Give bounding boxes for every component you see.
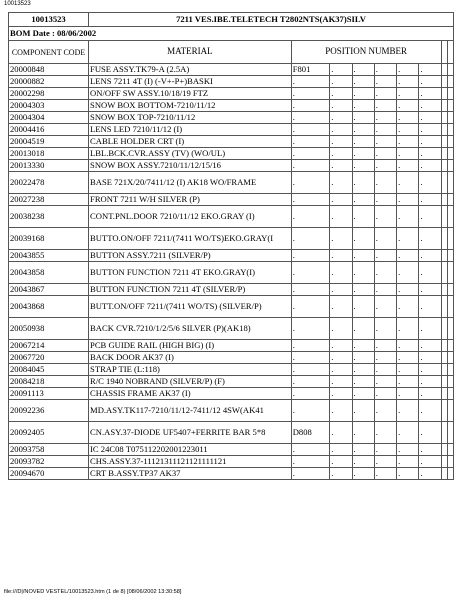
table-row (9, 136, 454, 148)
position-dot-cell: . (419, 206, 441, 228)
position-cell: . (291, 388, 330, 400)
empty-cell (447, 250, 453, 262)
position-dot-cell: . (397, 388, 419, 400)
material-cell: LENS LED 7210/11/12 (I) (89, 124, 292, 136)
page-header-id: 10013523 (4, 1, 31, 7)
position-dot-cell: . (352, 318, 374, 340)
material-cell: ON/OFF SW ASSY.10/18/19 FTZ (89, 88, 292, 100)
position-cell: . (291, 376, 330, 388)
material-cell: BACK CVR.7210/1/2/5/6 SILVER (P)(AK18) (89, 318, 292, 340)
empty-cell (447, 340, 453, 352)
position-dot-cell: . (374, 296, 396, 318)
position-cell: . (291, 318, 330, 340)
empty-cell (447, 194, 453, 206)
position-dot-cell: . (419, 296, 441, 318)
position-dot-cell: . (352, 172, 374, 194)
position-dot-cell: . (419, 88, 441, 100)
empty-cell (447, 136, 453, 148)
position-dot-cell: . (330, 388, 352, 400)
position-dot-cell: . (397, 400, 419, 422)
position-dot-cell: . (419, 364, 441, 376)
position-dot-cell: . (419, 422, 441, 444)
position-dot-cell: . (374, 112, 396, 124)
table-row (9, 250, 454, 262)
component-code-cell: 20002298 (9, 88, 89, 100)
table-row (9, 352, 454, 364)
component-code-cell: 20004304 (9, 112, 89, 124)
position-cell: . (291, 160, 330, 172)
position-cell: . (291, 228, 330, 250)
position-cell: . (291, 400, 330, 422)
position-dot-cell: . (419, 468, 441, 480)
empty-cell (447, 284, 453, 296)
material-cell: CHASSIS FRAME AK37 (I) (89, 388, 292, 400)
component-code-cell: 20091113 (9, 388, 89, 400)
empty-cell (447, 206, 453, 228)
material-cell: SNOW BOX ASSY.7210/11/12/15/16 (89, 160, 292, 172)
material-cell: BUTT.ON/OFF 7211/(7411 WO/TS) (SILVER/P) (89, 296, 292, 318)
column-header-material: MATERIAL (89, 41, 292, 64)
position-dot-cell: . (330, 364, 352, 376)
empty-cell (447, 88, 453, 100)
position-dot-cell: . (374, 136, 396, 148)
table-row (9, 172, 454, 194)
position-dot-cell: . (374, 64, 396, 76)
component-code-cell: 20043868 (9, 296, 89, 318)
table-row (9, 340, 454, 352)
material-cell: BASE 721X/20/7411/12 (I) AK18 WO/FRAME (89, 172, 292, 194)
position-dot-cell: . (397, 376, 419, 388)
position-dot-cell: . (374, 76, 396, 88)
component-code-cell: 20084045 (9, 364, 89, 376)
position-dot-cell: . (397, 76, 419, 88)
bom-title: 7211 VES.IBE.TELETECH T2802NTS(AK37)SILV (89, 13, 454, 27)
empty-cell (447, 160, 453, 172)
position-dot-cell: . (330, 100, 352, 112)
position-dot-cell: . (419, 172, 441, 194)
position-dot-cell: . (419, 352, 441, 364)
position-dot-cell: . (397, 100, 419, 112)
empty-cell (447, 148, 453, 160)
position-dot-cell: . (419, 400, 441, 422)
position-dot-cell: . (419, 160, 441, 172)
position-cell: . (291, 296, 330, 318)
material-cell: FRONT 7211 W/H SILVER (P) (89, 194, 292, 206)
position-dot-cell: . (330, 340, 352, 352)
position-dot-cell: . (374, 400, 396, 422)
position-dot-cell: . (397, 172, 419, 194)
position-dot-cell: . (374, 250, 396, 262)
position-dot-cell: . (352, 194, 374, 206)
position-dot-cell: . (330, 262, 352, 284)
position-dot-cell: . (374, 124, 396, 136)
position-cell: . (291, 172, 330, 194)
position-cell: . (291, 136, 330, 148)
component-code-cell: 20013018 (9, 148, 89, 160)
component-code-cell: 20067214 (9, 340, 89, 352)
position-dot-cell: . (352, 206, 374, 228)
table-row (9, 100, 454, 112)
position-dot-cell: . (352, 64, 374, 76)
position-dot-cell: . (397, 318, 419, 340)
component-code-cell: 20093758 (9, 444, 89, 456)
table-row (9, 160, 454, 172)
position-dot-cell: . (352, 400, 374, 422)
position-dot-cell: . (330, 136, 352, 148)
empty-cell (447, 296, 453, 318)
empty-cell (447, 64, 453, 76)
position-dot-cell: . (374, 194, 396, 206)
position-cell: D808 (291, 422, 330, 444)
position-dot-cell: . (374, 172, 396, 194)
position-cell: . (291, 262, 330, 284)
component-code-cell: 20038238 (9, 206, 89, 228)
material-cell: PCB GUIDE RAIL (HIGH BIG) (I) (89, 340, 292, 352)
page-footer: file:///D|/NOVED VESTEL/10013523.htm (1 de 8) [08/06/2002 13:30:58] (4, 589, 182, 595)
component-code-cell: 20013330 (9, 160, 89, 172)
position-cell: . (291, 206, 330, 228)
position-dot-cell: . (352, 76, 374, 88)
position-dot-cell: . (419, 136, 441, 148)
position-dot-cell: . (352, 388, 374, 400)
material-cell: CHS.ASSY.37-11121311121121111121 (89, 456, 292, 468)
position-dot-cell: . (330, 400, 352, 422)
position-dot-cell: . (330, 250, 352, 262)
position-dot-cell: . (397, 456, 419, 468)
material-cell: STRAP TIE (L:118) (89, 364, 292, 376)
position-dot-cell: . (374, 88, 396, 100)
position-dot-cell: . (352, 352, 374, 364)
column-header-component-code: COMPONENT CODE (9, 41, 89, 64)
material-cell: FUSE ASSY.TK79-A (2.5A) (89, 64, 292, 76)
position-dot-cell: . (352, 376, 374, 388)
empty-cell (447, 172, 453, 194)
material-cell: SNOW BOX TOP-7210/11/12 (89, 112, 292, 124)
position-dot-cell: . (352, 262, 374, 284)
position-dot-cell: . (352, 422, 374, 444)
position-dot-cell: . (397, 296, 419, 318)
position-dot-cell: . (397, 250, 419, 262)
position-dot-cell: . (352, 100, 374, 112)
empty-cell (447, 376, 453, 388)
position-dot-cell: . (397, 112, 419, 124)
table-row (9, 148, 454, 160)
position-dot-cell: . (330, 318, 352, 340)
position-dot-cell: . (330, 422, 352, 444)
position-dot-cell: . (397, 148, 419, 160)
position-dot-cell: . (352, 250, 374, 262)
position-dot-cell: . (330, 76, 352, 88)
position-dot-cell: . (330, 160, 352, 172)
bom-date-row (9, 27, 454, 41)
position-dot-cell: . (330, 444, 352, 456)
empty-cell (447, 318, 453, 340)
material-cell: BUTTON FUNCTION 7211 4T (SILVER/P) (89, 284, 292, 296)
empty-cell (447, 444, 453, 456)
position-dot-cell: . (374, 376, 396, 388)
position-dot-cell: . (374, 228, 396, 250)
position-dot-cell: . (419, 228, 441, 250)
position-dot-cell: . (397, 124, 419, 136)
table-row (9, 364, 454, 376)
position-dot-cell: . (352, 340, 374, 352)
material-cell: LENS 7211 4T (I) (-V+-P+)BASKI (89, 76, 292, 88)
position-dot-cell: . (374, 352, 396, 364)
position-dot-cell: . (374, 284, 396, 296)
component-code-cell: 20084218 (9, 376, 89, 388)
position-cell: . (291, 352, 330, 364)
table-row (9, 194, 454, 206)
position-dot-cell: . (419, 376, 441, 388)
position-dot-cell: . (374, 340, 396, 352)
bom-title-row (9, 13, 454, 27)
empty-cell (447, 100, 453, 112)
table-row (9, 64, 454, 76)
position-cell: . (291, 124, 330, 136)
position-cell: . (291, 468, 330, 480)
position-dot-cell: . (419, 112, 441, 124)
position-dot-cell: . (352, 88, 374, 100)
component-code-cell: 20004519 (9, 136, 89, 148)
position-dot-cell: . (352, 112, 374, 124)
position-dot-cell: . (397, 88, 419, 100)
bom-date: BOM Date : 08/06/2002 (9, 27, 454, 41)
position-dot-cell: . (374, 100, 396, 112)
table-row (9, 124, 454, 136)
position-dot-cell: . (352, 444, 374, 456)
position-dot-cell: . (419, 318, 441, 340)
component-code-cell: 20043855 (9, 250, 89, 262)
position-dot-cell: . (374, 422, 396, 444)
table-row (9, 468, 454, 480)
material-cell: MD.ASY.TK117-7210/11/12-7411/12 4SW(AK41 (89, 400, 292, 422)
position-cell: . (291, 284, 330, 296)
position-cell: . (291, 194, 330, 206)
position-dot-cell: . (330, 194, 352, 206)
position-dot-cell: . (330, 456, 352, 468)
position-cell: . (291, 148, 330, 160)
position-dot-cell: . (330, 228, 352, 250)
position-dot-cell: . (352, 136, 374, 148)
component-code-cell: 20004416 (9, 124, 89, 136)
component-code-cell: 20022478 (9, 172, 89, 194)
material-cell: LBL.BCK.CVR.ASSY (TV) (WO/UL) (89, 148, 292, 160)
position-dot-cell: . (352, 124, 374, 136)
position-dot-cell: . (374, 318, 396, 340)
position-dot-cell: . (374, 388, 396, 400)
component-code-cell: 20039168 (9, 228, 89, 250)
table-row (9, 228, 454, 250)
table-row (9, 400, 454, 422)
empty-cell (447, 468, 453, 480)
position-dot-cell: . (397, 206, 419, 228)
position-dot-cell: . (330, 148, 352, 160)
position-dot-cell: . (397, 64, 419, 76)
position-cell: F801 (291, 64, 330, 76)
material-cell: SNOW BOX BOTTOM-7210/11/12 (89, 100, 292, 112)
position-dot-cell: . (419, 124, 441, 136)
position-dot-cell: . (330, 284, 352, 296)
position-dot-cell: . (330, 352, 352, 364)
position-dot-cell: . (397, 340, 419, 352)
position-dot-cell: . (397, 352, 419, 364)
position-dot-cell: . (419, 250, 441, 262)
component-code-cell: 20092236 (9, 400, 89, 422)
empty-cell (447, 388, 453, 400)
position-dot-cell: . (374, 148, 396, 160)
empty-cell (447, 422, 453, 444)
position-dot-cell: . (419, 76, 441, 88)
position-dot-cell: . (419, 284, 441, 296)
material-cell: IC 24C08 T075112202001223011 (89, 444, 292, 456)
position-dot-cell: . (352, 456, 374, 468)
material-cell: CONT.PNL.DOOR 7210/11/12 EKO.GRAY (I) (89, 206, 292, 228)
component-code-cell: 20027238 (9, 194, 89, 206)
empty-cell (447, 76, 453, 88)
position-cell: . (291, 340, 330, 352)
position-dot-cell: . (330, 376, 352, 388)
empty-cell (447, 228, 453, 250)
position-dot-cell: . (397, 284, 419, 296)
component-code-cell: 20004303 (9, 100, 89, 112)
position-dot-cell: . (352, 148, 374, 160)
table-row (9, 296, 454, 318)
position-dot-cell: . (397, 422, 419, 444)
component-code-cell: 20092405 (9, 422, 89, 444)
position-dot-cell: . (419, 194, 441, 206)
position-cell: . (291, 88, 330, 100)
position-dot-cell: . (397, 364, 419, 376)
position-dot-cell: . (352, 284, 374, 296)
position-cell: . (291, 76, 330, 88)
column-header-row (9, 41, 454, 64)
position-dot-cell: . (397, 160, 419, 172)
position-dot-cell: . (419, 340, 441, 352)
table-row (9, 376, 454, 388)
empty-cell (447, 262, 453, 284)
position-dot-cell: . (330, 112, 352, 124)
component-code-cell: 20000882 (9, 76, 89, 88)
position-dot-cell: . (397, 194, 419, 206)
empty-cell (447, 456, 453, 468)
position-dot-cell: . (374, 262, 396, 284)
position-dot-cell: . (374, 468, 396, 480)
position-cell: . (291, 364, 330, 376)
component-code-cell: 20043867 (9, 284, 89, 296)
table-row (9, 262, 454, 284)
position-dot-cell: . (330, 296, 352, 318)
empty-cell (447, 124, 453, 136)
position-dot-cell: . (374, 206, 396, 228)
material-cell: CABLE HOLDER CRT (I) (89, 136, 292, 148)
component-code-cell: 20043858 (9, 262, 89, 284)
position-dot-cell: . (419, 100, 441, 112)
table-row (9, 318, 454, 340)
material-cell: BUTTO.ON/OFF 7211/(7411 WO/TS)EKO.GRAY(I (89, 228, 292, 250)
position-dot-cell: . (397, 136, 419, 148)
position-dot-cell: . (352, 160, 374, 172)
position-dot-cell: . (419, 148, 441, 160)
position-dot-cell: . (397, 262, 419, 284)
component-code-cell: 20093782 (9, 456, 89, 468)
position-dot-cell: . (352, 364, 374, 376)
table-row (9, 206, 454, 228)
position-dot-cell: . (419, 262, 441, 284)
empty-cell (447, 352, 453, 364)
table-row (9, 76, 454, 88)
position-cell: . (291, 444, 330, 456)
position-dot-cell: . (352, 296, 374, 318)
table-row (9, 88, 454, 100)
position-cell: . (291, 250, 330, 262)
component-code-cell: 20000848 (9, 64, 89, 76)
position-dot-cell: . (419, 444, 441, 456)
component-code-cell: 20067720 (9, 352, 89, 364)
empty-cell (447, 400, 453, 422)
component-code-cell: 20094670 (9, 468, 89, 480)
position-dot-cell: . (330, 64, 352, 76)
position-dot-cell: . (330, 124, 352, 136)
empty-cell (447, 364, 453, 376)
position-dot-cell: . (397, 468, 419, 480)
table-row (9, 284, 454, 296)
position-dot-cell: . (419, 64, 441, 76)
material-cell: CRT B.ASSY.TP37 AK37 (89, 468, 292, 480)
position-cell: . (291, 112, 330, 124)
column-header-position-number: POSITION NUMBER (291, 41, 441, 64)
position-cell: . (291, 100, 330, 112)
bom-code: 10013523 (9, 13, 89, 27)
table-row (9, 388, 454, 400)
position-dot-cell: . (352, 228, 374, 250)
component-code-cell: 20050938 (9, 318, 89, 340)
empty-cell (447, 41, 453, 64)
material-cell: BUTTON ASSY.7211 (SILVER/P) (89, 250, 292, 262)
position-dot-cell: . (330, 206, 352, 228)
table-row (9, 112, 454, 124)
position-dot-cell: . (330, 88, 352, 100)
material-cell: CN.ASY.37-DIODE UF5407+FERRITE BAR 5*8 (89, 422, 292, 444)
material-cell: BUTTON FUNCTION 7211 4T EKO.GRAY(I) (89, 262, 292, 284)
empty-cell (447, 112, 453, 124)
position-cell: . (291, 456, 330, 468)
position-dot-cell: . (419, 388, 441, 400)
position-dot-cell: . (352, 468, 374, 480)
position-dot-cell: . (374, 456, 396, 468)
position-dot-cell: . (419, 456, 441, 468)
table-row (9, 422, 454, 444)
material-cell: R/C 1940 NOBRAND (SILVER/P) (F) (89, 376, 292, 388)
position-dot-cell: . (397, 228, 419, 250)
position-dot-cell: . (374, 364, 396, 376)
position-dot-cell: . (397, 444, 419, 456)
material-cell: BACK DOOR AK37 (I) (89, 352, 292, 364)
position-dot-cell: . (330, 468, 352, 480)
position-dot-cell: . (330, 172, 352, 194)
position-dot-cell: . (374, 444, 396, 456)
table-row (9, 456, 454, 468)
bom-table (8, 12, 454, 480)
position-dot-cell: . (374, 160, 396, 172)
table-row (9, 444, 454, 456)
